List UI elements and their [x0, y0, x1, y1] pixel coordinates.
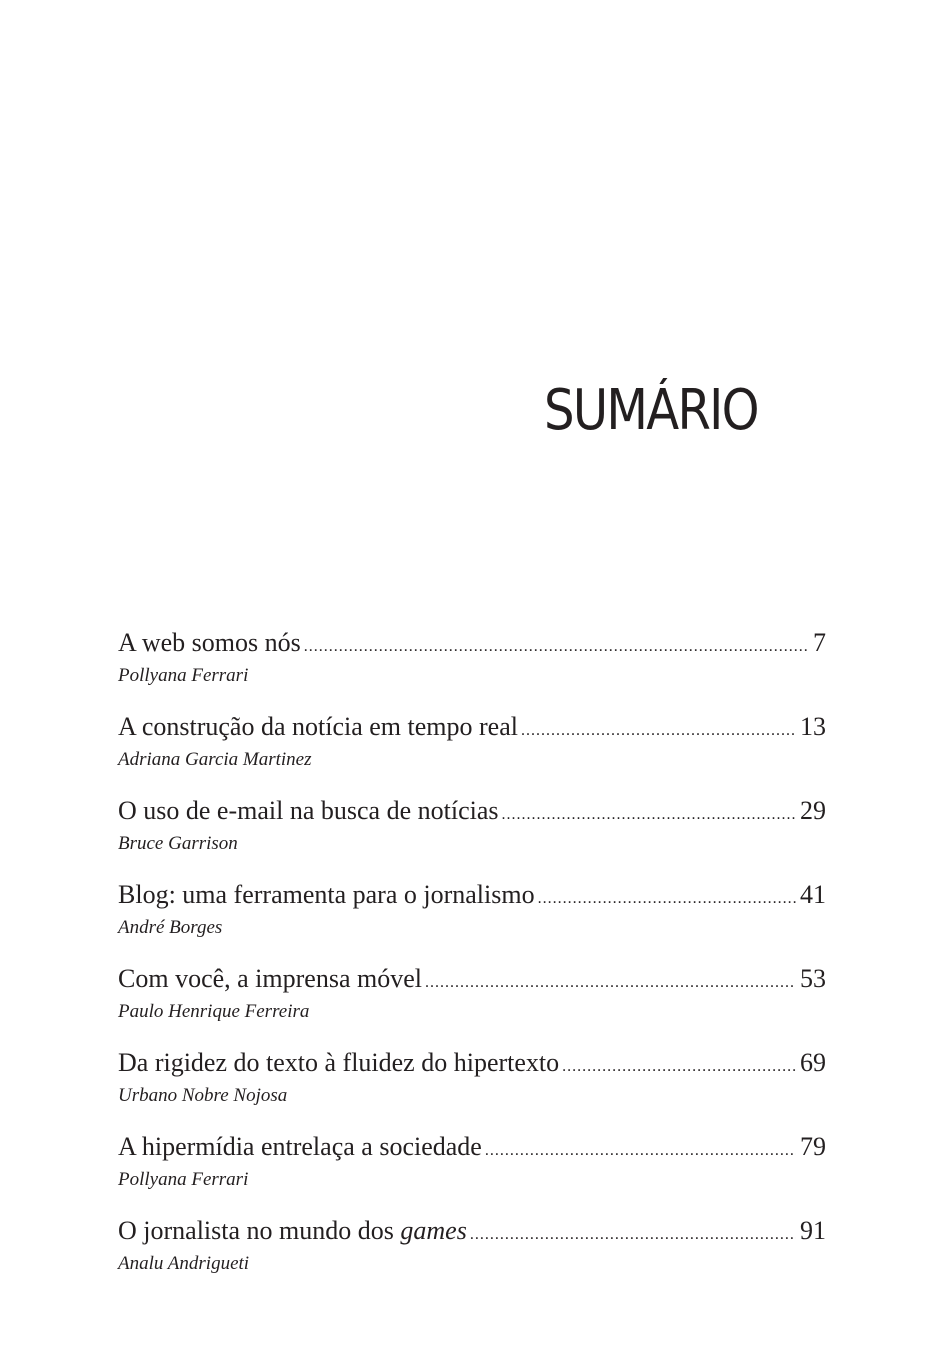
toc-entry-author: Paulo Henrique Ferreira — [118, 1001, 310, 1022]
toc-entry-title: Da rigidez do texto à fluidez do hipertexto — [118, 1048, 560, 1077]
dot-leader — [425, 974, 796, 992]
toc-entry — [118, 1048, 826, 1132]
toc-page-number: 41 — [800, 880, 826, 909]
toc-page-number: 29 — [800, 796, 826, 825]
toc-entry-line — [118, 880, 826, 916]
toc-entry-line — [118, 712, 826, 748]
toc-entry — [118, 796, 826, 880]
toc-entry-line — [118, 1048, 826, 1084]
toc-entry-title: A construção da notícia em tempo real — [118, 712, 518, 741]
toc-page-number: 53 — [800, 964, 826, 993]
dot-leader — [485, 1142, 796, 1160]
toc-entry-title: O uso de e-mail na busca de notícias — [118, 796, 499, 825]
toc-entry — [118, 1132, 826, 1216]
toc-entry — [118, 1216, 826, 1300]
toc-entry-line — [118, 628, 826, 664]
toc-entry-line — [118, 964, 826, 1000]
toc-entry-title: O jornalista no mundo dos games — [118, 1216, 467, 1245]
dot-leader — [521, 722, 796, 740]
toc-entry-title: Com você, a imprensa móvel — [118, 964, 422, 993]
toc-page-number: 91 — [800, 1216, 826, 1245]
toc-entry-title: A hipermídia entrelaça a sociedade — [118, 1132, 482, 1161]
toc-entry-title: A web somos nós — [118, 628, 301, 657]
toc-entry — [118, 880, 826, 964]
toc-entry-author: Urbano Nobre Nojosa — [118, 1085, 288, 1106]
toc-page-number: 69 — [800, 1048, 826, 1077]
page-title: SUMÁRIO — [544, 378, 758, 443]
toc-page-number: 13 — [800, 712, 826, 741]
toc-page-number: 79 — [800, 1132, 826, 1161]
toc-entry-author: Pollyana Ferrari — [118, 665, 249, 686]
dot-leader — [304, 638, 809, 656]
table-of-contents — [118, 628, 826, 1300]
toc-entry-author: André Borges — [118, 917, 223, 938]
toc-entry-author: Analu Andrigueti — [118, 1253, 250, 1274]
toc-entry-line — [118, 796, 826, 832]
dot-leader — [562, 1058, 796, 1076]
toc-entry — [118, 964, 826, 1048]
toc-entry — [118, 628, 826, 712]
toc-entry-title: Blog: uma ferramenta para o jornalismo — [118, 880, 535, 909]
toc-page-number: 7 — [813, 628, 826, 657]
toc-entry-author: Adriana Garcia Martinez — [118, 749, 312, 770]
toc-entry-author: Pollyana Ferrari — [118, 1169, 249, 1190]
toc-entry-line — [118, 1216, 826, 1252]
dot-leader — [502, 806, 797, 824]
dot-leader — [470, 1226, 796, 1244]
dot-leader — [538, 890, 796, 908]
toc-entry-line — [118, 1132, 826, 1168]
toc-entry — [118, 712, 826, 796]
toc-entry-author: Bruce Garrison — [118, 833, 238, 854]
